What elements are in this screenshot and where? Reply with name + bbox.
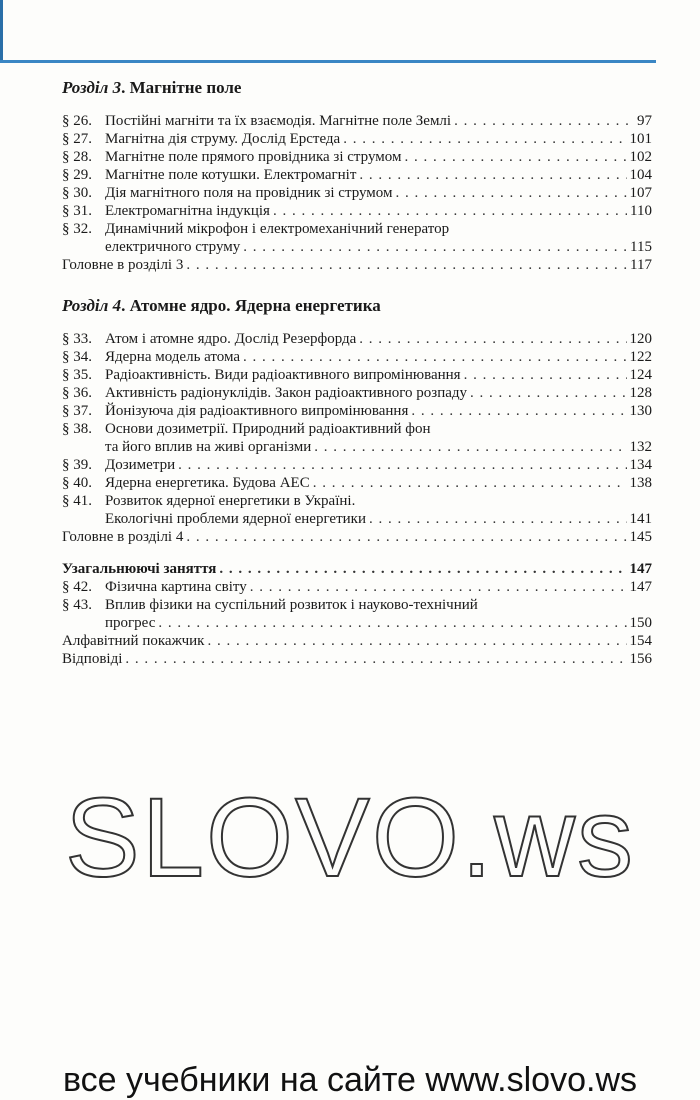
toc-entry xyxy=(62,348,652,366)
page-number: 156 xyxy=(629,651,652,667)
dot-leader xyxy=(219,560,626,578)
toc-entry xyxy=(62,578,652,596)
dot-leader xyxy=(396,184,627,202)
page-number: 150 xyxy=(629,615,652,631)
entry-title: Магнітне поле прямого провідника зі струмом xyxy=(105,149,402,165)
toc-entry xyxy=(62,220,652,256)
page-number: 138 xyxy=(629,475,652,491)
page-number: 110 xyxy=(630,203,652,219)
toc-entry xyxy=(62,528,652,546)
dot-leader xyxy=(313,474,627,492)
entry-title: Дозиметри xyxy=(105,457,176,473)
dot-leader xyxy=(273,202,627,220)
entry-title: Магнітне поле котушки. Електромагніт xyxy=(105,167,357,183)
dot-leader xyxy=(243,348,626,366)
entry-number: § 38. xyxy=(62,421,92,437)
entry-number: § 42. xyxy=(62,579,92,595)
entry-number: § 34. xyxy=(62,349,92,365)
table-of-contents xyxy=(62,78,652,668)
entry-number: § 35. xyxy=(62,367,92,383)
toc-entry xyxy=(62,474,652,492)
section-label: Розділ 3 xyxy=(62,78,122,97)
dot-leader xyxy=(186,256,627,274)
page-number: 134 xyxy=(629,457,652,473)
dot-leader xyxy=(369,510,627,528)
dot-leader xyxy=(404,148,626,166)
toc-entry xyxy=(62,456,652,474)
entry-title: Постійні магніти та їх взаємодія. Магнітне поле Землі xyxy=(105,113,452,129)
page-number: 154 xyxy=(629,633,652,649)
dot-leader xyxy=(178,456,626,474)
entry-number: § 27. xyxy=(62,131,92,147)
dot-leader xyxy=(207,632,626,650)
dot-leader xyxy=(243,238,627,256)
entry-title: Узагальнюючі заняття xyxy=(62,561,217,577)
entry-title: Електромагнітна індукція xyxy=(105,203,270,219)
dot-leader xyxy=(454,112,634,130)
entry-number: § 41. xyxy=(62,493,92,509)
toc-entry xyxy=(62,130,652,148)
entry-title: Активність радіонуклідів. Закон радіоактивного розпаду xyxy=(105,385,468,401)
entry-title: Йонізуюча дія радіоактивного випромінювання xyxy=(105,403,409,419)
page-number: 145 xyxy=(629,529,652,545)
entry-number: § 36. xyxy=(62,385,92,401)
section-title: . Магнітне поле xyxy=(121,78,242,97)
toc-entry xyxy=(62,330,652,348)
page-number: 97 xyxy=(637,113,652,129)
page-number: 147 xyxy=(629,579,652,595)
entry-number: § 28. xyxy=(62,149,92,165)
entry-title: Дія магнітного поля на провідник зі струмом xyxy=(105,185,393,201)
page-number: 128 xyxy=(629,385,652,401)
top-rule xyxy=(0,60,656,63)
section-heading xyxy=(62,296,652,316)
entry-number: § 32. xyxy=(62,221,92,237)
toc-entry xyxy=(62,112,652,130)
dot-leader xyxy=(464,366,627,384)
entry-title: Вплив фізики на суспільний розвиток і науково-технічний xyxy=(105,597,478,613)
toc-entry xyxy=(62,148,652,166)
toc-entry xyxy=(62,256,652,274)
toc-entry xyxy=(62,596,652,632)
toc-entry xyxy=(62,560,652,578)
toc-entry xyxy=(62,650,652,668)
entry-number: § 39. xyxy=(62,457,92,473)
page-number: 120 xyxy=(629,331,652,347)
dot-leader xyxy=(186,528,626,546)
toc-entry xyxy=(62,402,652,420)
toc-entry xyxy=(62,492,652,528)
entry-title: Магнітна дія струму. Дослід Ерстеда xyxy=(105,131,341,147)
dot-leader xyxy=(158,614,626,632)
entry-number: § 31. xyxy=(62,203,92,219)
section-title: . Атомне ядро. Ядерна енергетика xyxy=(121,296,381,315)
toc-entry xyxy=(62,166,652,184)
page-number: 122 xyxy=(629,349,652,365)
dot-leader xyxy=(343,130,626,148)
entry-number: § 33. xyxy=(62,331,92,347)
page-number: 124 xyxy=(629,367,652,383)
entry-title: Екологічні проблеми ядерної енергетики xyxy=(105,511,366,527)
dot-leader xyxy=(359,330,626,348)
page-number: 141 xyxy=(629,511,652,527)
entry-title: Радіоактивність. Види радіоактивного випромінювання xyxy=(105,367,461,383)
footer-text: все учебники на сайте www.slovo.ws xyxy=(62,1061,637,1099)
entry-title: Головне в розділі 3 xyxy=(62,257,184,273)
entry-title: електричного струму xyxy=(105,239,241,255)
entry-title: Атом і атомне ядро. Дослід Резерфорда xyxy=(105,331,357,347)
page-number: 117 xyxy=(630,257,652,273)
section-heading xyxy=(62,78,652,98)
entry-title: та його вплив на живі організми xyxy=(105,439,312,455)
entry-number: § 40. xyxy=(62,475,92,491)
entry-title: прогрес xyxy=(105,615,156,631)
entry-title: Динамічний мікрофон і електромеханічний генератор xyxy=(105,221,450,237)
page-left-edge xyxy=(0,0,3,62)
page-number: 102 xyxy=(629,149,652,165)
entry-title: Алфавітний покажчик xyxy=(62,633,205,649)
entry-number: § 29. xyxy=(62,167,92,183)
entry-title: Розвиток ядерної енергетики в Україні. xyxy=(105,493,356,509)
page-number: 147 xyxy=(629,561,652,577)
page-number: 132 xyxy=(629,439,652,455)
toc-entry xyxy=(62,632,652,650)
dot-leader xyxy=(470,384,626,402)
dot-leader xyxy=(314,438,626,456)
entry-number: § 37. xyxy=(62,403,92,419)
watermark: SLOVO.ws xyxy=(65,775,635,900)
entry-title: Фізична картина світу xyxy=(105,579,247,595)
page-number: 130 xyxy=(629,403,652,419)
page-number: 101 xyxy=(629,131,652,147)
page-number: 104 xyxy=(629,167,652,183)
page-number: 115 xyxy=(630,239,652,255)
entry-title: Ядерна енергетика. Будова АЕС xyxy=(105,475,310,491)
entry-number: § 43. xyxy=(62,597,92,613)
entry-title: Відповіді xyxy=(62,651,123,667)
dot-leader xyxy=(250,578,627,596)
entry-title: Головне в розділі 4 xyxy=(62,529,184,545)
entry-number: § 30. xyxy=(62,185,92,201)
toc-entry xyxy=(62,202,652,220)
dot-leader xyxy=(411,402,626,420)
toc-entry xyxy=(62,184,652,202)
entry-title: Ядерна модель атома xyxy=(105,349,241,365)
section-label: Розділ 4 xyxy=(62,296,122,315)
entry-number: § 26. xyxy=(62,113,92,129)
dot-leader xyxy=(125,650,626,668)
toc-entry xyxy=(62,420,652,456)
toc-entry xyxy=(62,384,652,402)
toc-entry xyxy=(62,366,652,384)
dot-leader xyxy=(359,166,626,184)
entry-title: Основи дозиметрії. Природний радіоактивний фон xyxy=(105,421,431,437)
page-number: 107 xyxy=(629,185,652,201)
